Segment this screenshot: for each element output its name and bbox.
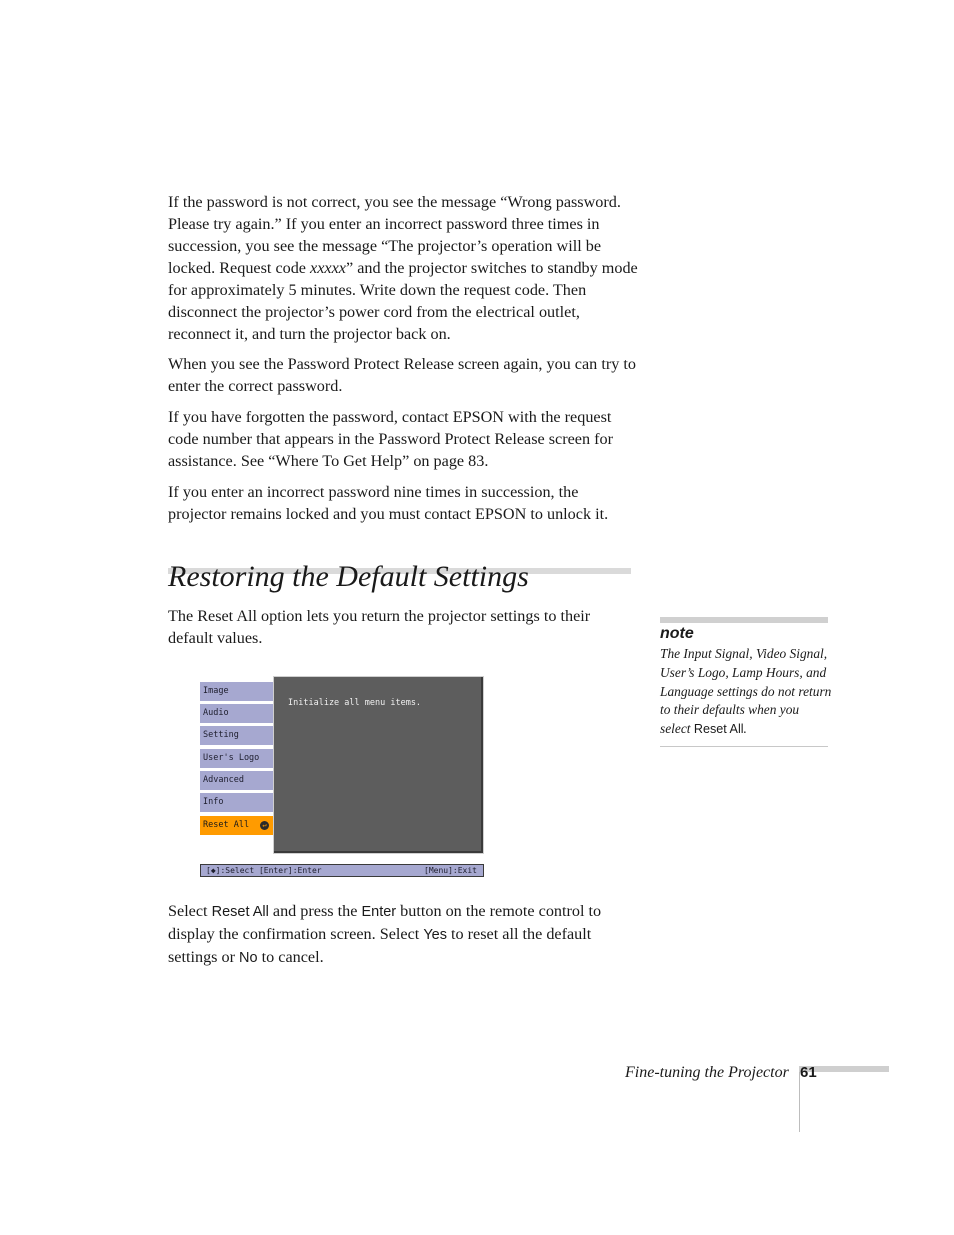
enter-icon: ↵ xyxy=(260,821,269,830)
page-number: 61 xyxy=(800,1064,817,1081)
menu-item-audio: Audio xyxy=(200,704,274,723)
ui-term-no: No xyxy=(239,950,258,966)
paragraph-text: If the password is not correct, you see the message “Wrong password. Please try again.” If you enter an incorrect password three times in succession, you see the message “The projector’s operation will be locked. Request code xyxy=(168,193,621,277)
paragraph-text: Select xyxy=(168,902,212,920)
menu-status-bar xyxy=(200,864,484,877)
menu-panel xyxy=(273,676,484,854)
menu-item-setting: Setting xyxy=(200,726,274,745)
paragraph-nine-times xyxy=(168,481,638,525)
paragraph-text: If you have forgotten the password, contact EPSON with the request code number that appears in the Password Protect Release screen for assistance. See “Where To Get Help” on page 83. xyxy=(168,408,613,470)
note-text xyxy=(660,645,832,739)
menu-item-reset-all xyxy=(200,816,274,835)
panel-message: Initialize all menu items. xyxy=(288,698,422,708)
paragraph-text: to reset all the default settings or xyxy=(168,925,592,966)
menu-item-users-logo: User's Logo xyxy=(200,749,274,768)
status-select-enter: [◆]:Select [Enter]:Enter xyxy=(206,866,322,875)
note-body: The Input Signal, Video Signal, User’s Logo, Lamp Hours, and Language settings do not return to their defaults when you select xyxy=(660,646,832,737)
ui-term-yes: Yes xyxy=(423,927,447,943)
note-label: note xyxy=(660,625,694,642)
menu-item-image: Image xyxy=(200,682,274,701)
paragraph-text: The Reset All option lets you return the projector settings to their default values. xyxy=(168,607,591,647)
note-ui-term: Reset All xyxy=(693,722,744,737)
paragraph-reset-all-intro xyxy=(168,605,638,649)
paragraph-text: button on the remote control to display the confirmation screen. Select xyxy=(168,902,602,943)
projector-menu-screenshot xyxy=(200,676,484,878)
paragraph-text: and press the xyxy=(268,902,362,920)
section-heading: Restoring the Default Settings xyxy=(168,560,529,593)
paragraph-wrong-password xyxy=(168,191,638,345)
ui-term-enter: Enter xyxy=(361,904,397,920)
paragraph-forgotten-password xyxy=(168,406,638,472)
note-end: . xyxy=(743,721,747,737)
footer-chapter-title: Fine-tuning the Projector xyxy=(625,1064,789,1081)
paragraph-text: ” and the projector switches to standby mode for approximately 5 minutes. Write down the request code. Then disconnect the projector’s power cord from the electrical outlet, reconnect it, and turn the projector back on. xyxy=(168,259,638,343)
paragraph-select-reset-all xyxy=(168,900,638,969)
note-rule-top xyxy=(660,617,828,623)
menu-item-advanced: Advanced xyxy=(200,771,274,790)
note-rule-bottom xyxy=(660,746,828,747)
menu-item-label: Reset All xyxy=(203,820,250,830)
paragraph-text: If you enter an incorrect password nine times in succession, the projector remains locked and you must contact EPSON to unlock it. xyxy=(168,483,609,523)
request-code-placeholder: xxxxx xyxy=(310,259,346,277)
footer-vertical-rule xyxy=(799,1072,800,1132)
status-exit: [Menu]:Exit xyxy=(424,866,477,875)
paragraph-text: When you see the Password Protect Release screen again, you can try to enter the correct password. xyxy=(168,355,636,395)
paragraph-release-screen xyxy=(168,353,638,397)
ui-term-reset-all: Reset All xyxy=(211,904,269,920)
menu-item-info: Info xyxy=(200,793,274,812)
paragraph-text: to cancel. xyxy=(257,948,324,966)
